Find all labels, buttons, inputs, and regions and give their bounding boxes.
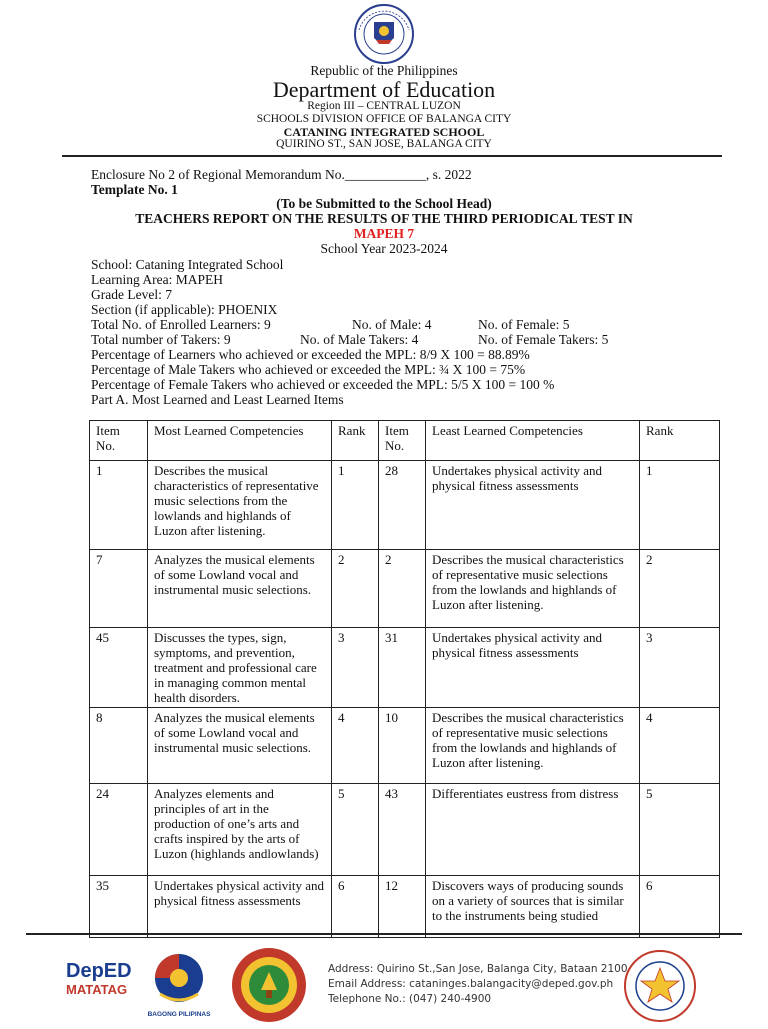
info-female: No. of Female: 5	[478, 317, 570, 332]
cell-rank: 2	[640, 550, 720, 628]
header-item-no: Item No.	[379, 421, 426, 461]
cell-least-learned: Describes the musical characteristics of representative music selections from the lowlands and highlands of Luzon after listening.	[426, 708, 640, 784]
cell-rank: 5	[640, 784, 720, 876]
cell-most-learned: Analyzes elements and principles of art in the production of one’s arts and crafts inspired by the arts of Luzon (highlands andlowlands)	[148, 784, 332, 876]
submitted-to: (To be Submitted to the School Head)	[276, 196, 492, 211]
info-male-takers: No. of Male Takers: 4	[300, 332, 419, 347]
competencies-table	[89, 420, 720, 938]
info-school: School: Cataning Integrated School	[91, 257, 284, 272]
cell-item-no: 8	[90, 708, 148, 784]
cell-least-learned: Differentiates eustress from distress	[426, 784, 640, 876]
cell-rank: 4	[332, 708, 379, 784]
cell-rank: 1	[640, 461, 720, 550]
division-line: SCHOOLS DIVISION OFFICE OF BALANGA CITY	[256, 113, 512, 125]
bagong-pilipinas-logo	[140, 950, 218, 1020]
footer-phone: Telephone No.: (047) 240-4900	[328, 993, 492, 1005]
table-row	[90, 461, 720, 550]
table-header-row	[90, 421, 720, 461]
info-pct-learners: Percentage of Learners who achieved or exceeded the MPL: 8/9 X 100 = 88.89%	[91, 347, 530, 362]
part-a-heading: Part A. Most Learned and Least Learned Items	[91, 392, 344, 407]
cell-item-no: 45	[90, 628, 148, 708]
enclosure-line: Enclosure No 2 of Regional Memorandum No.____________, s. 2022	[91, 167, 472, 182]
info-female-takers: No. of Female Takers: 5	[478, 332, 609, 347]
region-line: Region III – CENTRAL LUZON	[307, 100, 461, 112]
school-year: School Year 2023-2024	[320, 241, 448, 256]
table-row	[90, 708, 720, 784]
bagong-pilipinas-text: BAGONG PILIPINAS	[147, 1011, 211, 1018]
cell-rank: 3	[332, 628, 379, 708]
cell-item-no: 43	[379, 784, 426, 876]
pqa-seal-logo	[622, 948, 698, 1024]
cell-rank: 2	[332, 550, 379, 628]
info-pct-male: Percentage of Male Takers who achieved or exceeded the MPL: ¾ X 100 = 75%	[91, 362, 526, 377]
cell-item-no: 1	[90, 461, 148, 550]
cell-item-no: 35	[90, 876, 148, 938]
table-row	[90, 876, 720, 938]
cell-rank: 6	[640, 876, 720, 938]
cell-item-no: 31	[379, 628, 426, 708]
cell-item-no: 28	[379, 461, 426, 550]
footer-address: Address: Quirino St.,San Jose, Balanga City, Bataan 2100	[328, 963, 628, 975]
cell-least-learned: Describes the musical characteristics of representative music selections from the lowlands and highlands of Luzon after listening.	[426, 550, 640, 628]
cell-most-learned: Analyzes the musical elements of some Lowland vocal and instrumental music selections.	[148, 708, 332, 784]
cell-item-no: 24	[90, 784, 148, 876]
republic-line: Republic of the Philippines	[310, 63, 458, 78]
school-logo	[228, 946, 310, 1024]
deped-seal-logo	[349, 4, 419, 64]
info-male: No. of Male: 4	[352, 317, 432, 332]
cell-least-learned: Undertakes physical activity and physical fitness assessments	[426, 628, 640, 708]
info-grade-level: Grade Level: 7	[91, 287, 172, 302]
cell-rank: 6	[332, 876, 379, 938]
info-takers: Total number of Takers: 9	[91, 332, 231, 347]
deped-matatag-logo	[66, 960, 132, 1004]
cell-item-no: 12	[379, 876, 426, 938]
cell-item-no: 10	[379, 708, 426, 784]
cell-rank: 3	[640, 628, 720, 708]
table-row	[90, 550, 720, 628]
cell-rank: 1	[332, 461, 379, 550]
cell-least-learned: Undertakes physical activity and physical fitness assessments	[426, 461, 640, 550]
cell-most-learned: Describes the musical characteristics of representative music selections from the lowlands and highlands of Luzon after listening.	[148, 461, 332, 550]
info-pct-female: Percentage of Female Takers who achieved or exceeded the MPL: 5/5 X 100 = 100 %	[91, 377, 555, 392]
info-learning-area: Learning Area: MAPEH	[91, 272, 223, 287]
cell-least-learned: Discovers ways of producing sounds on a variety of sources that is similar to the instruments being studied	[426, 876, 640, 938]
footer-divider	[26, 933, 742, 935]
department-title: Department of Education	[272, 77, 496, 102]
school-name: CATANING INTEGRATED SCHOOL	[283, 125, 485, 139]
header-rank: Rank	[332, 421, 379, 461]
header-rank: Rank	[640, 421, 720, 461]
cell-rank: 5	[332, 784, 379, 876]
cell-rank: 4	[640, 708, 720, 784]
info-section: Section (if applicable): PHOENIX	[91, 302, 278, 317]
cell-most-learned: Discusses the types, sign, symptoms, and prevention, treatment and professional care in managing common mental health disorders.	[148, 628, 332, 708]
header-divider	[62, 155, 722, 157]
header-least-learned: Least Learned Competencies	[426, 421, 640, 461]
cell-item-no: 2	[379, 550, 426, 628]
deped-wordmark: DepED	[66, 960, 132, 982]
cell-most-learned: Undertakes physical activity and physical fitness assessments	[148, 876, 332, 938]
subject-title: MAPEH 7	[353, 226, 415, 241]
school-address: QUIRINO ST., SAN JOSE, BALANGA CITY	[276, 138, 492, 150]
footer-email: Email Address: cataninges.balangacity@deped.gov.ph	[328, 978, 614, 990]
table-row	[90, 784, 720, 876]
info-enrolled: Total No. of Enrolled Learners: 9	[91, 317, 271, 332]
table-row	[90, 628, 720, 708]
template-label: Template No. 1	[91, 182, 178, 197]
report-title: TEACHERS REPORT ON THE RESULTS OF THE THIRD PERIODICAL TEST IN	[135, 211, 633, 226]
matatag-wordmark: MATATAG	[66, 982, 128, 997]
cell-item-no: 7	[90, 550, 148, 628]
header-most-learned: Most Learned Competencies	[148, 421, 332, 461]
header-item-no: Item No.	[90, 421, 148, 461]
cell-most-learned: Analyzes the musical elements of some Lowland vocal and instrumental music selections.	[148, 550, 332, 628]
